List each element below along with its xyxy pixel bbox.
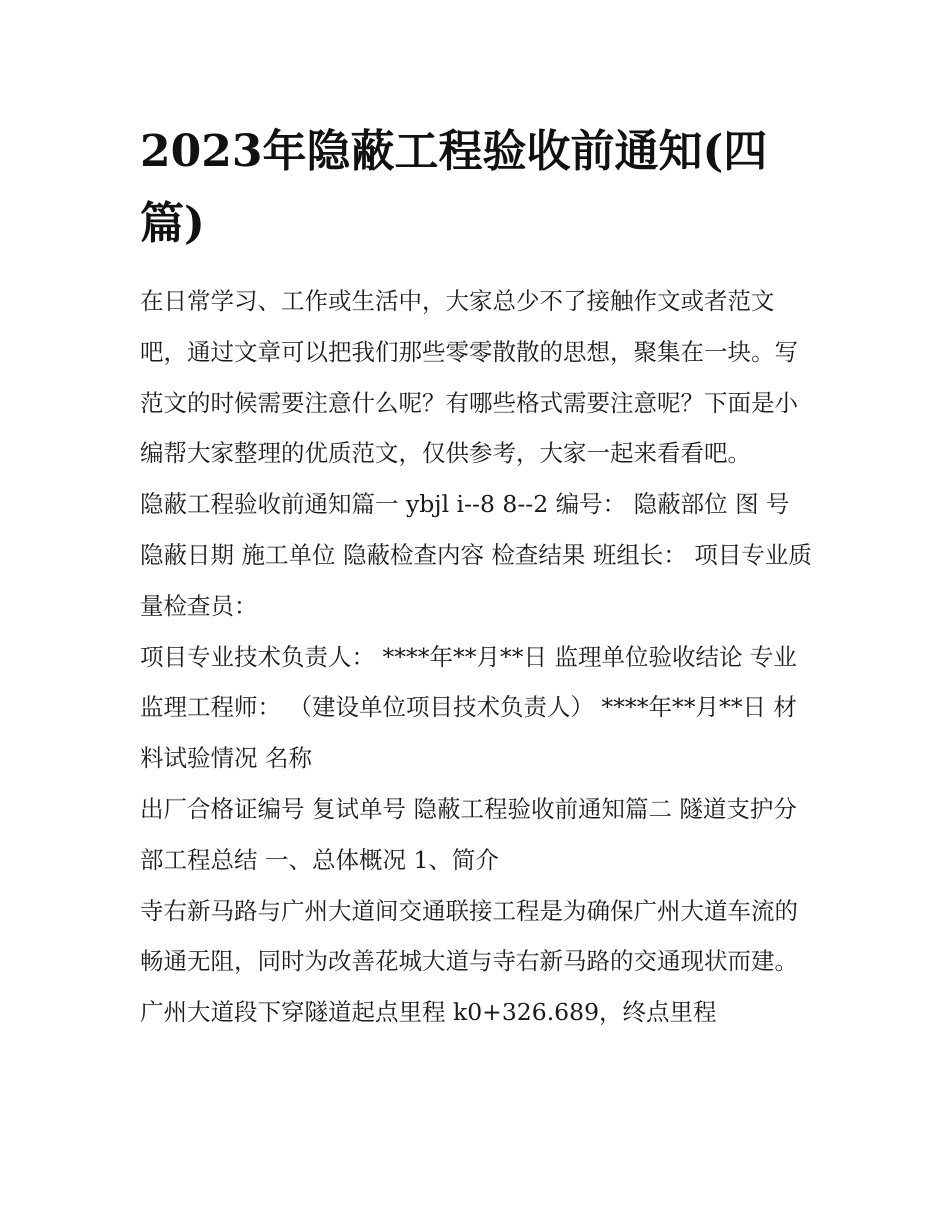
paragraph-3: 出厂合格证编号 复试单号 隐蔽工程验收前通知篇二 隧道支护分部工程总结 一、总体概况 1、简介 bbox=[140, 794, 797, 874]
paragraph-2: 项目专业技术负责人： ****年**月**日 监理单位验收结论 专业监理工程师： （建设单位项目技术负责人） ****年**月**日 材料试验情况 名称 bbox=[140, 642, 797, 773]
paragraph-4: 寺右新马路与广州大道间交通联接工程是为确保广州大道车流的畅通无阻，同时为改善花城大道与寺右新马路的交通现状而建。广州大道段下穿隧道起点里程 k0+326.689，终点里程 bbox=[140, 896, 798, 1027]
document-title: 2023年隐蔽工程验收前通知(四篇) bbox=[140, 126, 768, 249]
intro-paragraph: 在日常学习、工作或生活中，大家总少不了接触作文或者范文吧，通过文章可以把我们那些零零散散的思想，聚集在一块。写范文的时候需要注意什么呢？有哪些格式需要注意呢？下面是小编帮大家整理的优质范文，仅供参考，大家一起来看看吧。 bbox=[140, 287, 798, 468]
document-body bbox=[140, 276, 820, 1038]
paragraph-1: 隐蔽工程验收前通知篇一 ybjl i--8 8--2 编号： 隐蔽部位 图 号 隐蔽日期 施工单位 隐蔽检查内容 检查结果 班组长： 项目专业质量检查员： bbox=[140, 490, 812, 620]
